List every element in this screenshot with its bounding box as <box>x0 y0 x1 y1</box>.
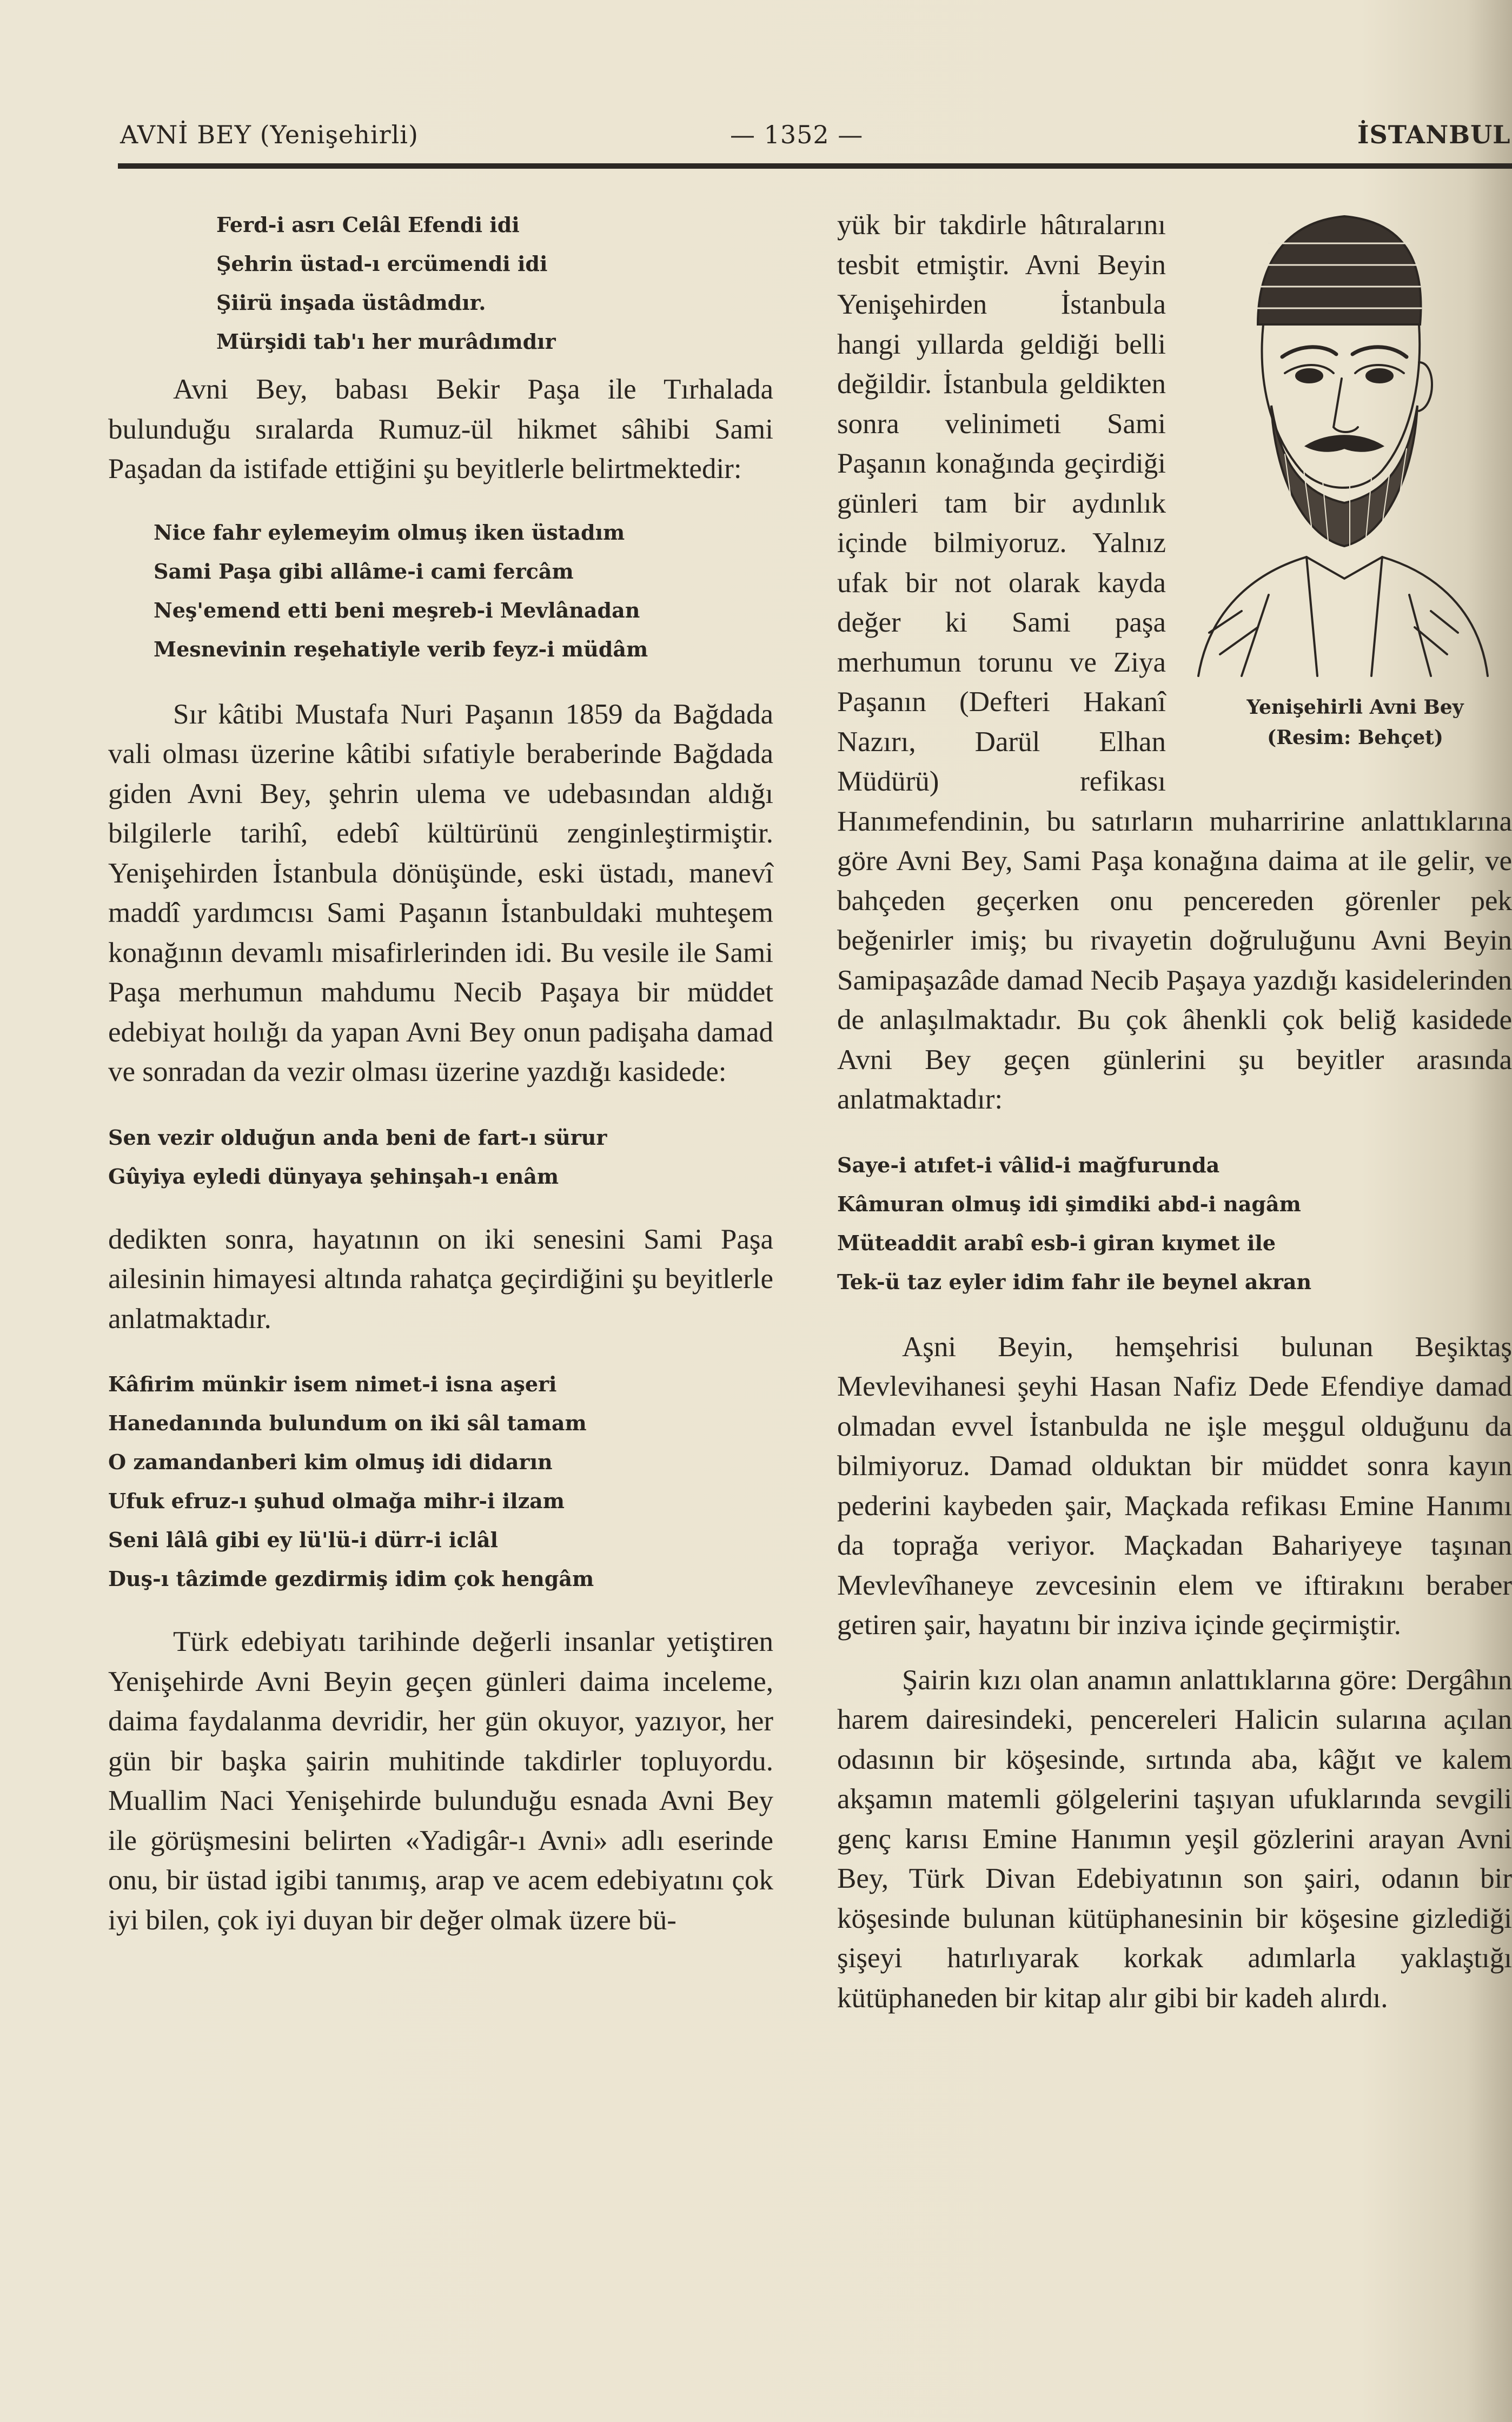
verse-line: Müteaddit arabî esb-i giran kıymet ile <box>837 1230 1276 1255</box>
caption-line: (Resim: Behçet) <box>1267 726 1443 749</box>
verse-line: Hanedanında bulundum on iki sâl tamam <box>108 1411 587 1435</box>
paragraph: dedikten sonra, hayatının on iki senesini Sami Paşa ailesinin himayesi altında rahatça geçirdiğini şu beyitlerle anlatmaktadır. <box>108 1223 773 1335</box>
verse-line: Ufuk efruz-ı şuhud olmağa mihr-i ilzam <box>108 1489 565 1513</box>
verse-line: Mesnevinin reşehatiyle verib feyz-i müdâm <box>154 636 648 661</box>
verse-line: Saye-i atıfet-i vâlid-i mağfurunda <box>837 1152 1220 1177</box>
paragraph: yük bir takdirle hâtıralarını tesbit etmiştir. Avni Beyin Yenişehirden İstanbula hangi yıllarda geldiği belli değildir. İstanbula geldikten sonra velinimeti Sami Paşanın konağında geçirdiği günleri tam bir aydınlık içinde bilmiyoruz. Yalnız ufak bir not olarak kayda değer ki Sami paşa merhumun torunu ve Ziya Paşanın (Defteri Hakanî Nazırı, Darül Elhan Müdürü) refikası Hanımefendinin, bu satırların muharririne anlattıklarına göre Avni Bey, Sami Paşa konağına daima at ile gelir, ve bahçeden geçerken onu pencereden görenler pek beğenirler imiş; bu rivayetin doğruluğunu Avni Beyin Samipaşazâde damad Necib Paşaya yazdığı kasidelerinden de anlaşılmaktadır. Bu çok âhenkli çok beliğ kasidede Avni Bey geçen günlerini şu beyitler arasında anlatmaktadır: <box>837 209 1512 1115</box>
portrait-engraving-icon <box>1177 200 1501 687</box>
caption-line: Yenişehirli Avni Bey <box>1246 696 1464 719</box>
paragraph: Avni Bey, babası Bekir Paşa ile Tırhalada bulunduğu sıralarda Rumuz-ül hikmet sâhibi Sami Paşadan da istifade ettiğini şu beyitlerle belirtmektedir: <box>108 374 773 485</box>
page-number: — 1352 — <box>730 120 864 149</box>
verse-line: Kâfirim münkir isem nimet-i isna aşeri <box>108 1372 557 1396</box>
verse-block <box>108 205 773 361</box>
right-column <box>837 205 1512 2018</box>
verse-line: Mürşidi tab'ı her murâdımdır <box>216 329 556 354</box>
running-header-section: İSTANBUL <box>1357 120 1511 149</box>
portrait-figure <box>1177 200 1512 773</box>
verse-line: Duş-ı tâzimde gezdirmiş idim çok hengâm <box>108 1567 594 1591</box>
running-header-title: AVNİ BEY (Yenişehirli) <box>120 120 419 149</box>
verse-line: Kâmuran olmuş idi şimdiki abd-i nagâm <box>837 1191 1301 1216</box>
paragraph: Şairin kızı olan anamın anlattıklarına göre: Dergâhın harem dairesindeki, pencereleri Halicin sularına açılan odasının bir köşesinde, sırtında aba, kâğıt ve kalem akşamın matemli gölgelerini taşıyan ufuklarında sevgili genç karısı Emine Hanımın yeşil gözlerini arayan Avni Bey, Türk Divan Edebiyatının son şairi, odanın bir köşesinde bulunan kütüphanesinin bir köşesine gizlediği şişeyi hatırlıyarak korkak adımlarla yaklaştığı kütüphaneden bir kitap alır gibi bir kadeh alırdı. <box>837 1664 1512 2014</box>
verse-line: Gûyiya eyledi dünyaya şehinşah-ı enâm <box>108 1164 559 1189</box>
verse-line: Ferd-i asrı Celâl Efendi idi <box>216 213 520 237</box>
verse-block <box>837 1146 1512 1302</box>
verse-block <box>108 513 773 669</box>
paragraph: Türk edebiyatı tarihinde değerli insanlar yetiştiren Yenişehirde Avni Beyin geçen günleri daima inceleme, daima faydalanma devridir, her gün okuyor, yazıyor, her gün bir başka şairin muhitinde takdirler topluyordu. Muallim Naci Yenişehirde bulunduğu esnada Avni Bey ile görüşmesini belirten «Yadigâr-ı Avni» adlı eserinde onu, bir üstad igibi tanımış, arap ve acem edebiyatını çok iyi bilen, çok iyi duyan bir değer olmak üzere bü- <box>108 1626 773 1936</box>
header-rule <box>118 163 1512 169</box>
verse-line: Tek-ü taz eyler idim fahr ile beynel akran <box>837 1269 1312 1294</box>
verse-line: Sami Paşa gibi allâme-i cami fercâm <box>154 559 574 583</box>
verse-line: Sen vezir olduğun anda beni de fart-ı sürur <box>108 1125 607 1150</box>
verse-line: O zamandanberi kim olmuş idi didarın <box>108 1450 553 1474</box>
paragraph: Sır kâtibi Mustafa Nuri Paşanın 1859 da Bağdada vali olması üzerine kâtibi sıfatiyle beraberinde Bağdada giden Avni Bey, şehrin ulema ve udebasından aldığı bilgilerle tarihî, edebî kültürünü zenginleştirmiştir. Yenişehirden İstanbula dönüşünde, eski üstadı, manevî maddî yardımcısı Sami Paşanın İstanbuldaki muhteşem konağının devamlı misafirlerinden idi. Bu vesile ile Sami Paşa merhumun mahdumu Necib Paşaya bir müddet edebiyat hoılığı da yapan Avni Bey onun padişaha damad ve sonradan da vezir olması üzerine yazdığı kasidede: <box>108 698 773 1087</box>
paragraph: Aşni Beyin, hemşehrisi bulunan Beşiktaş Mevlevihanesi şeyhi Hasan Nafiz Dede Efendiye damad olmadan evvel İstanbulda ne işle meşgul olduğunu da bilmiyoruz. Damad olduktan bir müddet sonra kayın pederini kaybeden şair, Maçkada refikası Emine Hanımı da toprağa veriyor. Maçkadan Bahariyeye taşınan Mevlevîhaneye zevcesinin elem ve iftirakını beraber getiren şair, hayatını bir inziva içinde geçirmiştir. <box>837 1331 1512 1641</box>
verse-line: Nice fahr eylemeyim olmuş iken üstadım <box>154 520 625 545</box>
verse-line: Neş'emend etti beni meşreb-i Mevlânadan <box>154 598 640 622</box>
left-column <box>108 205 773 1940</box>
verse-line: Şiirü inşada üstâdmdır. <box>216 290 486 315</box>
verse-line: Şehrin üstad-ı ercümendi idi <box>216 251 548 276</box>
verse-line: Seni lâlâ gibi ey lü'lü-i dürr-i iclâl <box>108 1528 498 1552</box>
portrait-caption <box>1177 692 1512 753</box>
verse-block <box>108 1365 773 1598</box>
verse-block <box>108 1118 773 1196</box>
